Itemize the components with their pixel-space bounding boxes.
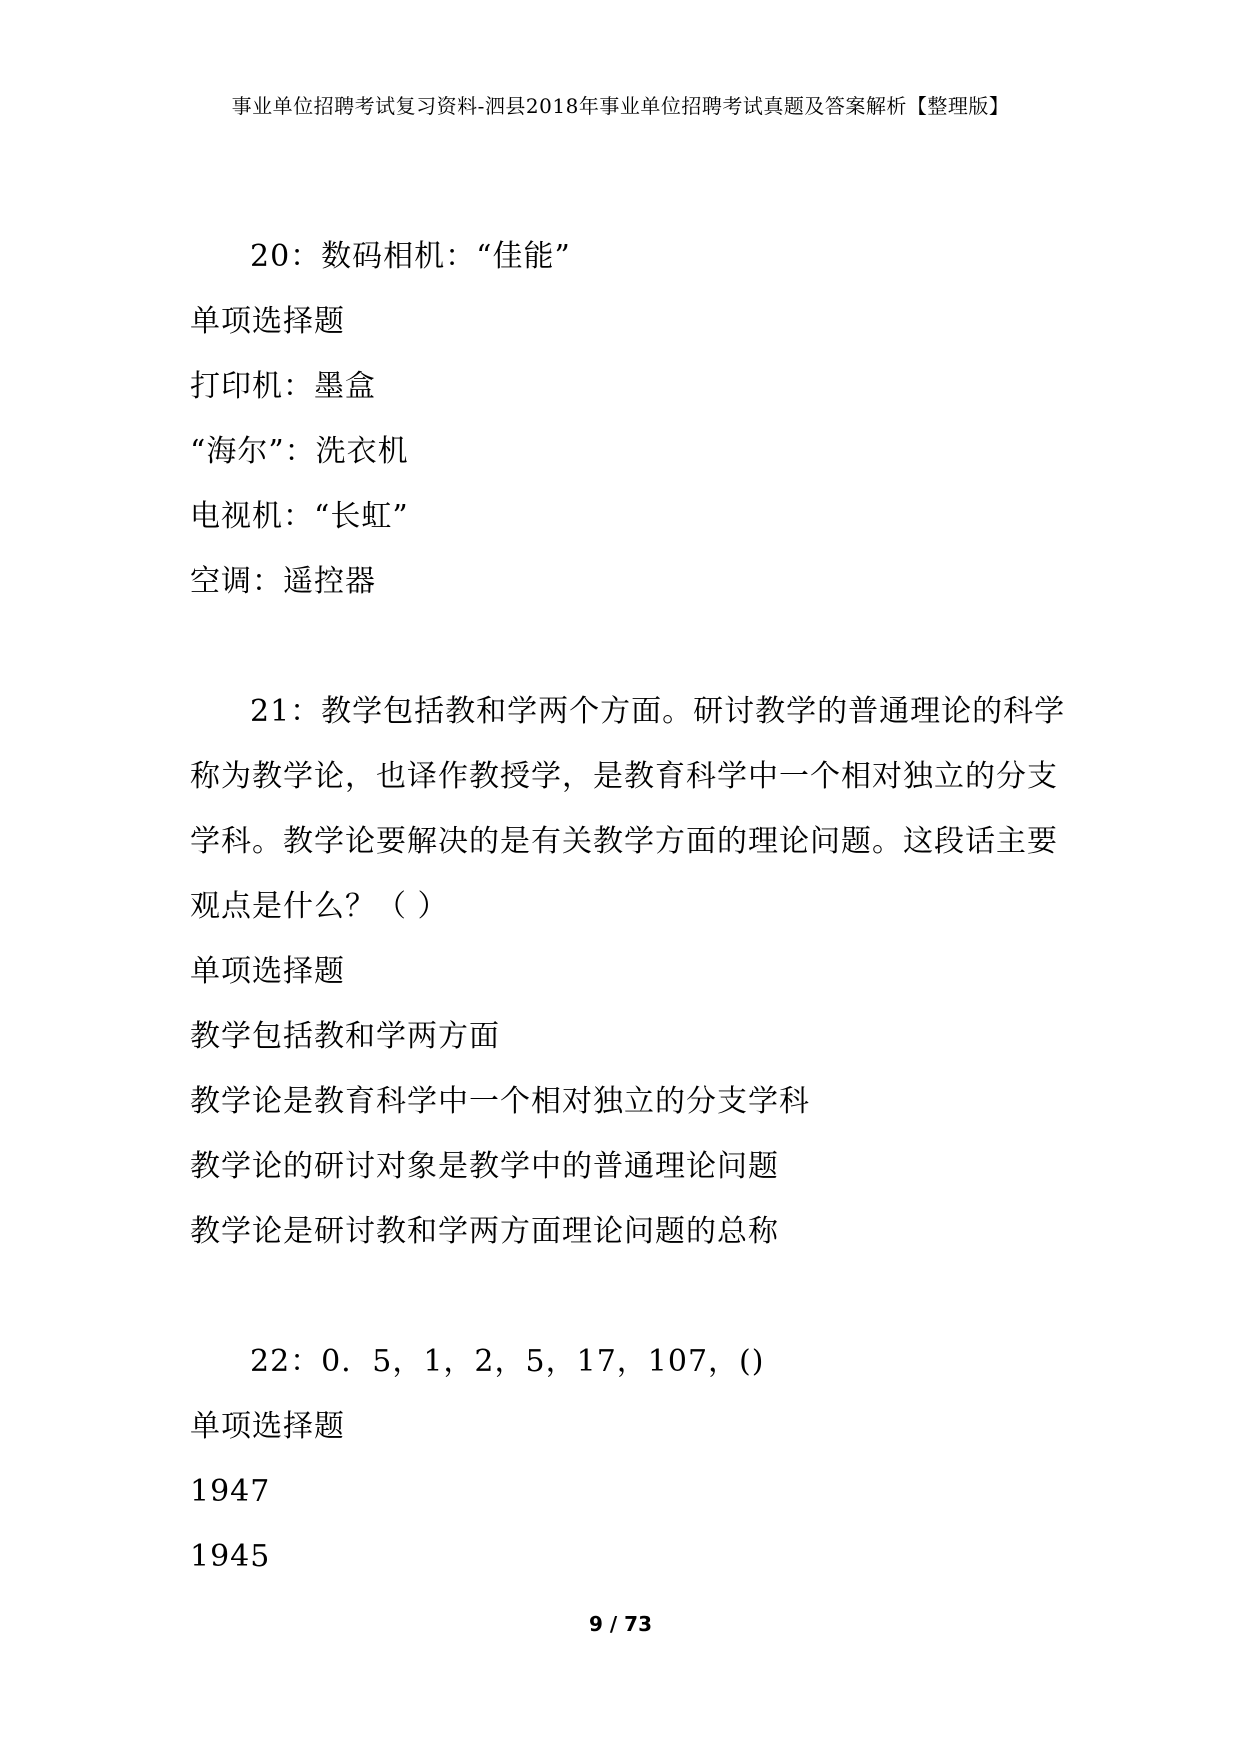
question-type: 单项选择题 [190, 954, 345, 989]
option: 教学论的研讨对象是教学中的普通理论问题 [190, 1149, 779, 1184]
question-type: 单项选择题 [190, 304, 345, 339]
option: 教学论是研讨教和学两方面理论问题的总称 [190, 1214, 779, 1249]
page-header: 事业单位招聘考试复习资料-泗县2018年事业单位招聘考试真题及答案解析【整理版】 [231, 94, 1010, 118]
spacer [190, 614, 1070, 679]
option: 电视机：“长虹” [190, 499, 409, 534]
option: 1947 [190, 1474, 271, 1509]
question-22 [190, 1329, 1070, 1589]
document-body [190, 224, 1070, 1589]
option: “海尔”：洗衣机 [190, 434, 409, 469]
question-20 [190, 224, 1070, 614]
question-stem: 20：数码相机：“佳能” [250, 239, 571, 274]
option: 教学论是教育科学中一个相对独立的分支学科 [190, 1084, 810, 1119]
option: 空调：遥控器 [190, 564, 376, 599]
question-type: 单项选择题 [190, 1409, 345, 1444]
option: 1945 [190, 1539, 271, 1574]
option: 打印机：墨盒 [190, 369, 376, 404]
question-21 [190, 679, 1070, 1264]
spacer [190, 1264, 1070, 1329]
option: 教学包括教和学两方面 [190, 1019, 500, 1054]
question-stem: 21：教学包括教和学两个方面。研讨教学的普通理论的科学称为教学论，也译作教授学，是教育科学中一个相对独立的分支学科。教学论要解决的是有关教学方面的理论问题。这段话主要观点是什么？（ ） [190, 694, 1066, 924]
page-number: 9 / 73 [589, 1612, 652, 1636]
question-stem: 22：0．5，1，2，5，17，107，() [250, 1344, 765, 1379]
